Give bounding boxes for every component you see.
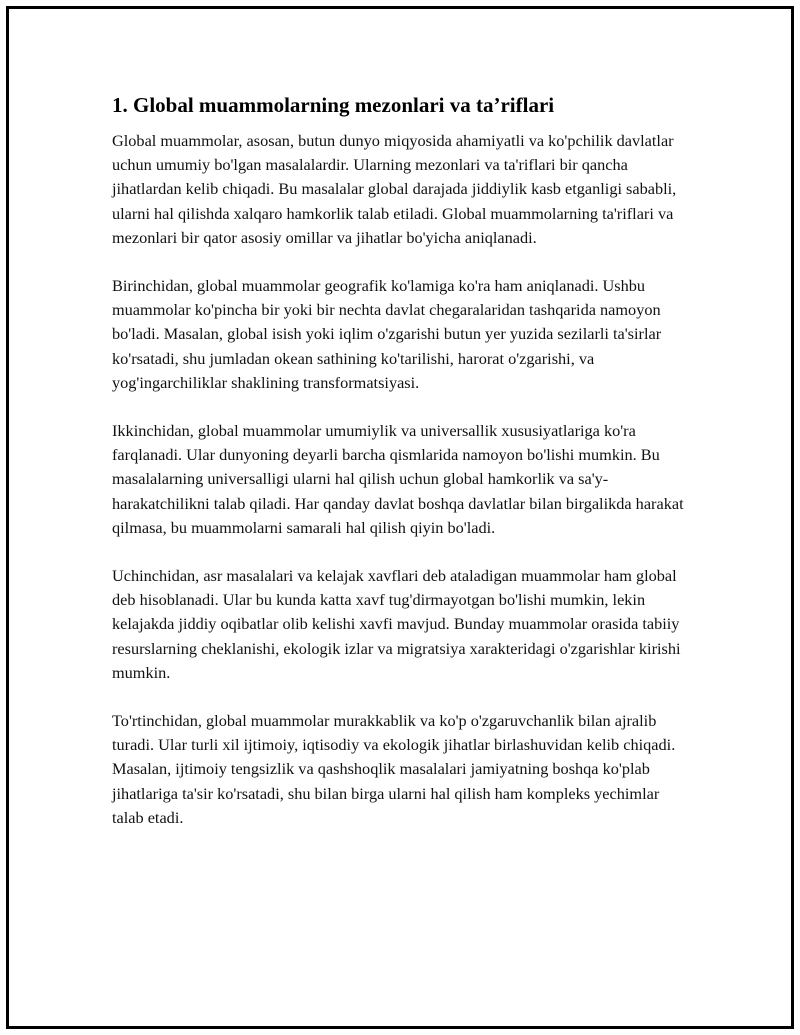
paragraph-second-criterion: Ikkinchidan, global muammolar umumiylik va universallik xususiyatlariga ko'ra farqlanadi. Ular dunyoning deyarli barcha qismlarida namoyon bo'lishi mumkin. Bu masalalarning universalligi ularni hal qilish uchun global hamkorlik va sa'y-harakatchilikni talab qiladi. Har qanday davlat boshqa davlatlar bilan birgalikda harakat qilmasa, bu muammolarni samarali hal qilish qiyin bo'ladi. (112, 421, 684, 537)
paragraph-third-criterion: Uchinchidan, asr masalalari va kelajak xavflari deb ataladigan muammolar ham global deb hisoblanadi. Ular bu kunda katta xavf tug'dirmayotgan bo'lishi mumkin, lekin kelajakda jiddiy oqibatlar olib kelishi xavfi mavjud. Bunday muammolar orasida tabiiy resurslarning cheklanishi, ekologik izlar va migratsiya xarakteridagi o'zgarishlar kirishi mumkin. (112, 566, 681, 682)
section-heading: 1. Global muammolarning mezonlari va ta’riflari (112, 93, 555, 117)
paragraph-definition: Global muammolar, asosan, butun dunyo miqyosida ahamiyatli va ko'pchilik davlatlar uchun umumiy bo'lgan masalalardir. Ularning mezonlari va ta'riflari bir qancha jihatlardan kelib chiqadi. Bu masalalar global darajada jiddiylik kasb etganligi sababli, ularni hal qilishda xalqaro hamkorlik talab etiladi. Global muammolarning ta'riflari va mezonlari bir qator asosiy omillar va jihatlar bo'yicha aniqlanadi. (112, 131, 677, 247)
document-body (112, 92, 687, 854)
paragraph-fourth-criterion: To'rtinchidan, global muammolar murakkablik va ko'p o'zgaruvchanlik bilan ajralib turadi. Ular turli xil ijtimoiy, iqtisodiy va ekologik jihatlar birlashuvidan kelib chiqadi. Masalan, ijtimoiy tengsizlik va qashshoqlik masalalari jamiyatning boshqa ko'plab jihatlariga ta'sir ko'rsatadi, shu bilan birga ularni hal qilish ham kompleks yechimlar talab etadi. (112, 711, 676, 827)
paragraph-first-criterion: Birinchidan, global muammolar geografik ko'lamiga ko'ra ham aniqlanadi. Ushbu muammolar ko'pincha bir yoki bir nechta davlat chegaralaridan tashqarida namoyon bo'ladi. Masalan, global isish yoki iqlim o'zgarishi butun yer yuzida sezilarli ta'sirlar ko'rsatadi, shu jumladan okean sathining ko'tarilishi, harorat o'zgarishi, va yog'ingarchiliklar shaklining transformatsiyasi. (112, 276, 662, 392)
